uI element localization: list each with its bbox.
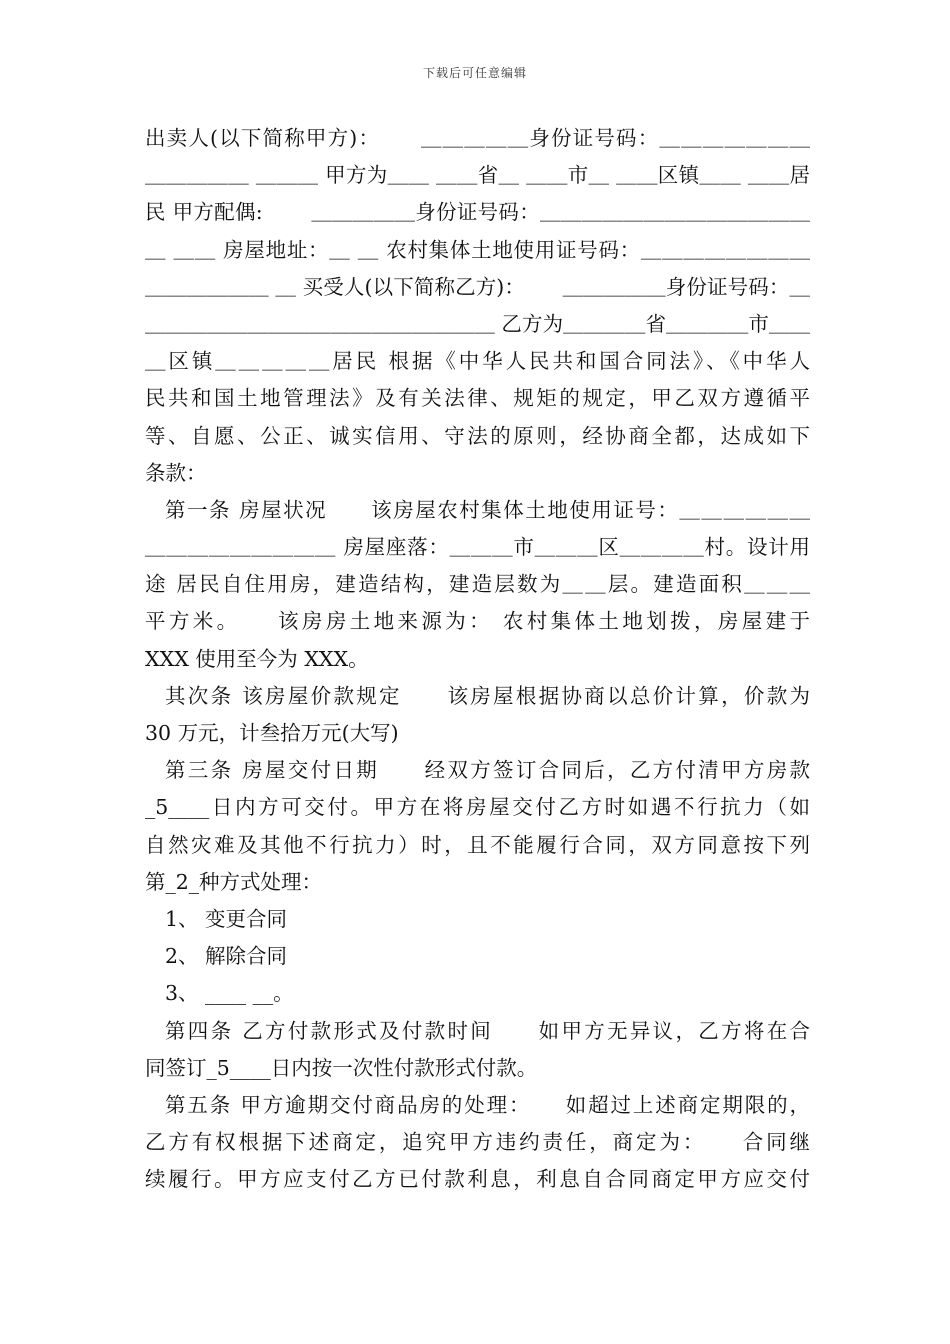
text-line: 其次条 该房屋价款规定 该房屋根据协商以总价计算，价款为 [165,683,810,708]
text-line: 第五条 甲方逾期交付商品房的处理： 如超过上述商定期限的， [165,1092,810,1117]
text-line: 同签订_5____日内按一次性付款形式付款。 [145,1055,538,1080]
text-line: 乙方有权根据下述商定，追究甲方违约责任，商定为： 合同继 [145,1130,810,1155]
text-line: 第_2_种方式处理： [145,869,323,894]
page-header: 下载后可任意编辑 [422,66,527,80]
text-line: ＿ ＿＿ 房屋地址：＿ ＿ 农村集体土地使用证号码：＿＿＿＿＿＿＿＿ [145,237,810,262]
text-line: _5____日内方可交付。甲方在将房屋交付乙方时如遇不行抗力（如 [145,795,810,820]
text-line: 续履行。甲方应支付乙方已付款利息，利息自合同商定甲方应交付 [145,1167,810,1192]
text-line: 30 万元，计叁拾万元(大写) [145,721,399,745]
text-line: 等、自愿、公正、诚实信用、守法的原则，经协商全都，达成如下 [145,423,810,448]
text-line: ＿区镇＿＿＿＿＿居民 根据《中华人民共和国合同法》、《中华人 [145,349,810,374]
text-line: ＿＿＿＿＿ ＿＿＿ 甲方为＿＿ ＿＿省＿ ＿＿市＿ ＿＿区镇＿＿ ＿＿居 [145,163,810,188]
list-item: 3、 ____ __。 [165,981,294,1006]
text-line: 第三条 房屋交付日期 经双方签订合同后，乙方付清甲方房款 [165,758,810,783]
text-line: 条款： [145,460,207,485]
text-line: ＿＿＿＿＿＿＿＿＿ 房屋座落：＿＿＿市＿＿＿区＿＿＿＿村。设计用 [145,535,810,560]
text-line: XXX 使用至今为 XXX。 [145,646,369,671]
text-line: ＿＿＿＿＿＿ ＿ 买受人(以下简称乙方)： ＿＿＿＿＿身份证号码：＿ [145,274,810,299]
text-line: 途 居民自住用房，建造结构，建造层数为＿＿层。建造面积＿＿＿ [145,572,810,597]
list-item: 2、 解除合同 [165,944,288,969]
list-item: 1、 变更合同 [165,906,288,931]
text-line: 民共和国土地管理法》及有关法律、规矩的规定，甲乙双方遵循平 [145,386,810,411]
text-line: 平方米。 该房房土地来源为： 农村集体土地划拨，房屋建于 [145,609,810,634]
text-line: ＿＿＿＿＿＿＿＿＿＿＿＿＿＿＿＿＿ 乙方为＿＿＿＿省＿＿＿＿市＿＿ [145,311,810,336]
text-line: 自然灾难及其他不行抗力）时，且不能履行合同，双方同意按下列 [145,832,810,857]
text-line: 第四条 乙方付款形式及付款时间 如甲方无异议，乙方将在合 [165,1018,810,1043]
text-line: 民 甲方配偶: ＿＿＿＿＿身份证号码：＿＿＿＿＿＿＿＿＿＿＿＿＿ [145,200,810,225]
text-line: 出卖人(以下简称甲方)： ＿＿＿＿＿身份证号码：＿＿＿＿＿＿＿ [145,126,810,150]
text-line: 第一条 房屋状况 该房屋农村集体土地使用证号：＿＿＿＿＿＿ [165,497,810,522]
contract-body [145,120,810,1198]
